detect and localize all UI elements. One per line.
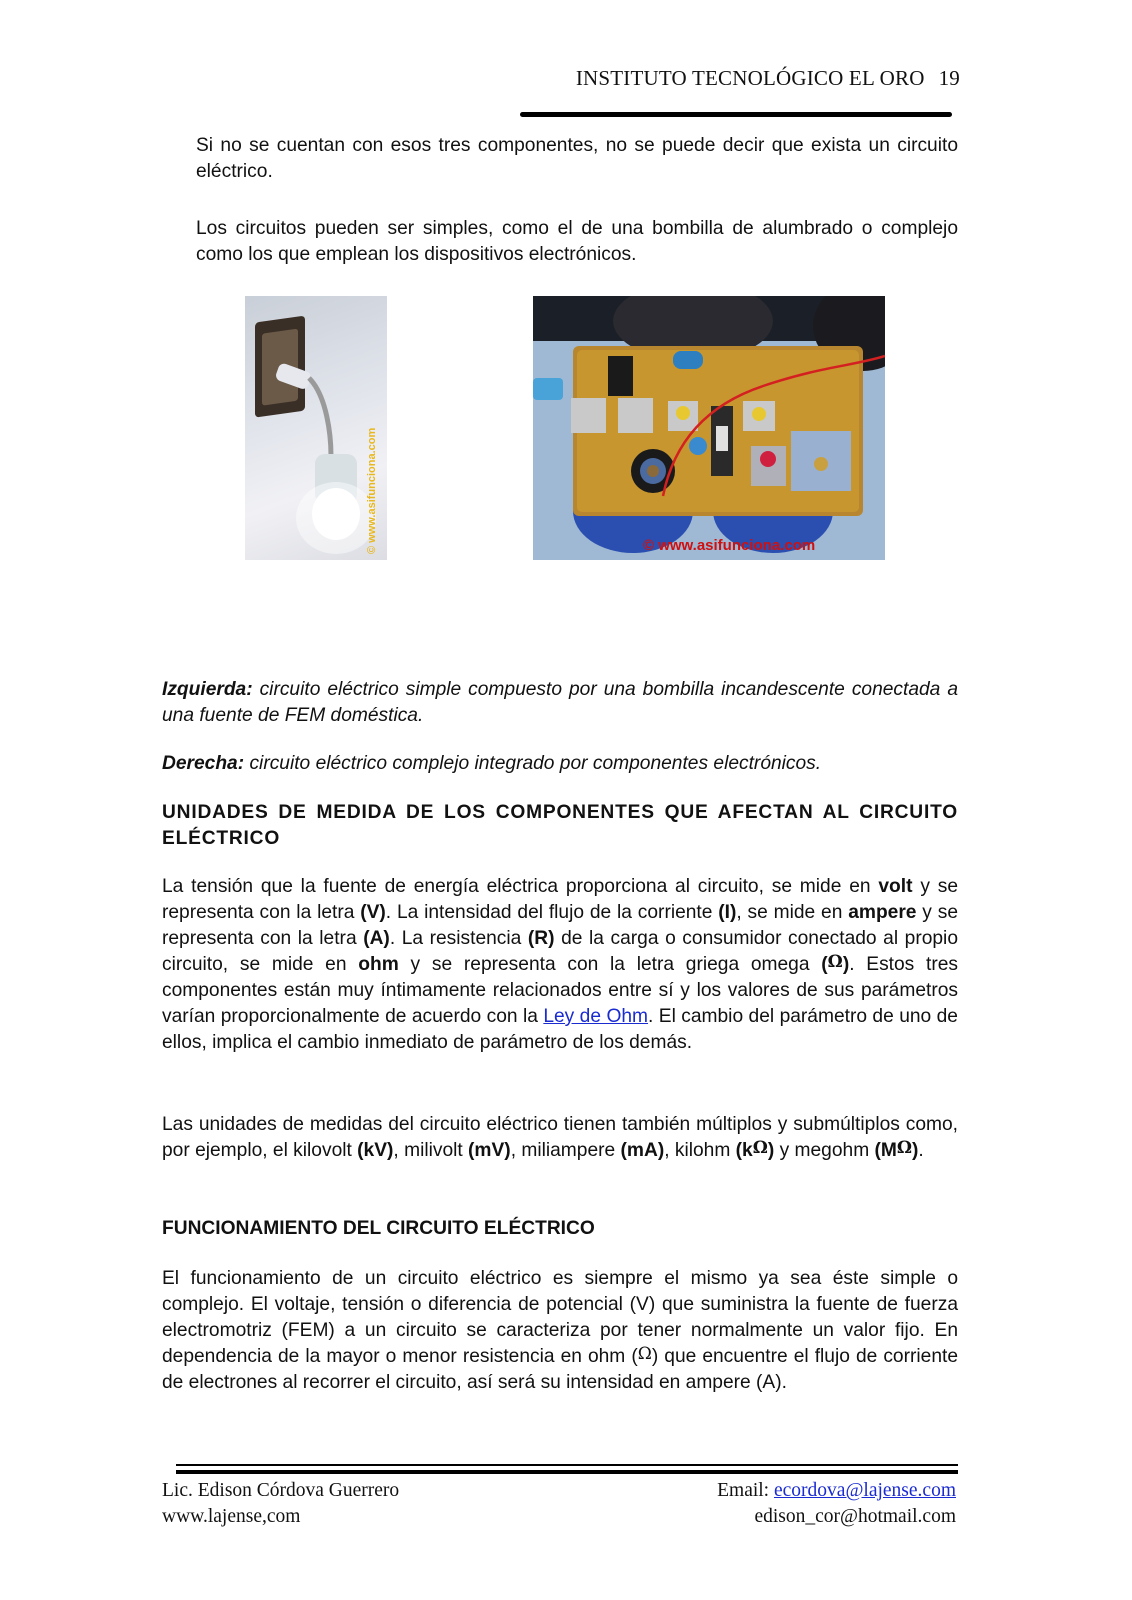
footer-email-secondary: edison_cor@hotmail.com [754,1506,956,1527]
ley-de-ohm-link[interactable]: Ley de Ohm [543,1006,649,1027]
omega-symbol: Ω [637,1344,652,1364]
omega-symbol: Ω [827,952,843,972]
caption-right: Derecha: circuito eléctrico complejo integrado por componentes electrónicos. [162,753,822,774]
intro-paragraph-2: Los circuitos pueden ser simples, como el de una bombilla de alumbrado o complejo como los que emplean los dispositivos electrónicos. [196,218,958,265]
header-rule [520,112,952,117]
caption-right-label: Derecha: [162,753,245,774]
footer-right [717,1478,956,1530]
footer-left [162,1478,399,1530]
section-heading-functioning: FUNCIONAMIENTO DEL CIRCUITO ELÉCTRICO [162,1218,595,1239]
section-heading-units: UNIDADES DE MEDIDA DE LOS COMPONENTES QUE AFECTAN AL CIRCUITO ELÉCTRICO [162,802,958,849]
footer-website: www.lajense,com [162,1506,301,1527]
intro-paragraph-1: Si no se cuentan con esos tres componentes, no se puede decir que exista un circuito eléctrico. [196,135,958,182]
caption-left-label: Izquierda: [162,679,253,700]
footer-author: Lic. Edison Córdova Guerrero [162,1480,400,1501]
omega-symbol: Ω [752,1138,768,1158]
units-paragraph-2: Las unidades de medidas del circuito eléctrico tienen también múltiplos y submúltiplos como, por ejemplo, el kilovolt (kV), milivolt (mV), miliampere (mA), kilohm (kΩ) y megohm (MΩ). [162,1114,958,1161]
circuit-board-image [533,296,885,560]
board-watermark: © www.asifunciona.com [643,537,816,554]
footer-rule-thin [176,1464,958,1466]
bulb-watermark: © www.asifunciona.com [366,427,378,554]
caption-left: Izquierda: circuito eléctrico simple compuesto por una bombilla incandescente conectada a una fuente de FEM doméstica. [162,679,958,726]
header-title: INSTITUTO TECNOLÓGICO EL ORO [575,66,925,90]
omega-symbol: Ω [896,1138,913,1158]
circuit-board-illustration [533,296,885,560]
page-header [520,66,960,91]
bulb-circuit-image [245,296,387,560]
units-paragraph-1: La tensión que la fuente de energía eléctrica proporciona al circuito, se mide en volt y se representa con la letra (V). La intensidad del flujo de la corriente (I), se mide en ampere y se representa con la letra (A). La resistencia (R) de la carga o consumidor conectado al propio circuito, se mide en ohm y se representa con la letra griega omega (Ω). Estos tres componentes están muy íntimamente relacionados entre sí y los valores de sus parámetros varían proporcionalmente de acuerdo con la Ley de Ohm. El cambio del parámetro de uno de ellos, implica el cambio inmediato de parámetro de los demás. [162,876,958,1053]
footer-email-link[interactable]: ecordova@lajense.com [773,1480,956,1501]
page-number: 19 [938,66,960,90]
bulb-illustration [245,296,387,560]
functioning-paragraph: El funcionamiento de un circuito eléctrico es siempre el mismo ya sea éste simple o complejo. El voltaje, tensión o diferencia de potencial (V) que suministra la fuente de fuerza electromotriz (FEM) a un circuito se caracteriza por tener normalmente un valor fijo. En dependencia de la mayor o menor resistencia en ohm (Ω) que encuentre el flujo de corriente de electrones al recorrer el circuito, así será su intensidad en ampere (A). [162,1268,958,1393]
footer-email-label: Email: [717,1480,774,1501]
footer-rule-thick [176,1470,958,1474]
